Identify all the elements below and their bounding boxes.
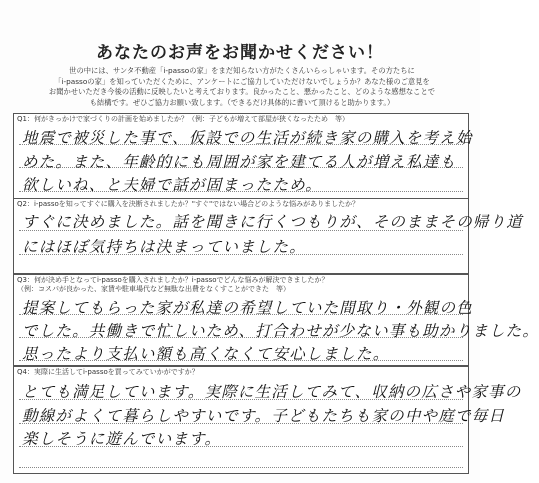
answer-line: 楽しそうに遊んでいます。 xyxy=(22,430,222,448)
intro-line: も結構です。ぜひご協力お願い致します。（できるだけ具体的に書いて頂けると助かります。） xyxy=(89,97,395,107)
question-text: Q4：実際に生活してi-passoを買ってみていかがですか？ xyxy=(17,368,199,376)
question-box-q2 xyxy=(13,198,524,274)
answer-line: 思ったより支払い額も高くなくて安心しました。 xyxy=(22,345,390,363)
intro-line: お聞かせいただき今後の活動に反映したいと考えております。良かったこと、悪かったこと、どのような感想なことで xyxy=(48,87,436,96)
question-box-q4 xyxy=(13,366,522,474)
answer-line: とても満足しています。実際に生活してみて、収納の広さや家事の xyxy=(22,383,522,401)
question-box-q1 xyxy=(13,113,473,199)
question-text: Q3：何が決め手となってi-passoを購入されましたか？i-passoでどんな悩みが解決できましたか？ xyxy=(17,276,329,284)
intro-line: 「i-passoの家」を知っていただくために、アンケートにご協力していただけないでしょうか？あなた様のご意見を xyxy=(54,76,430,86)
question-box-q3 xyxy=(13,274,539,366)
answer-line: にはほぼ気持ちは決まっていました。 xyxy=(22,238,306,256)
answer-line: 提案してもらった家が私達の希望していた間取り・外観の色 xyxy=(22,299,473,317)
answer-line: 地震で被災した事で、仮設での生活が続き家の購入を考え始 xyxy=(22,129,473,147)
answer-line: 動線がよくて暮らしやすいです。子どもたちも家の中や庭で毎日 xyxy=(22,407,506,425)
intro-text xyxy=(22,66,462,108)
rule-line xyxy=(19,467,463,468)
question-text: Q2：i-passoを知ってすぐに購入を決断されましたか？"すぐ"ではない場合どのような悩みがありましたか？ xyxy=(17,200,360,208)
answer-line: めた。また、年齢的にも周囲が家を建てる人が増え私達も xyxy=(22,153,457,171)
answer-line: すぐに決めました。話を聞きに行くつもりが、そのままその帰り道 xyxy=(22,213,524,231)
intro-line: 世の中には、サンタ不動産「i-passoの家」をまだ知らない方がたくさんいらっしゃいます。その方たちに xyxy=(69,66,415,75)
answer-line: 欲しいね、と夫婦で話が固まったため。 xyxy=(22,176,322,194)
question-text: Q1：何がきっかけで家づくりの計画を始めましたか？（例：子どもが増えて部屋が狭くなったため 等） xyxy=(17,115,349,123)
question-text: （例：コスパが良かった、家賃や駐車場代など無駄な出費をなくすことができた 等） xyxy=(17,285,290,293)
page-title: あなたのお声をお聞かせください！ xyxy=(96,43,384,63)
answer-line: でした。共働きで忙しいため、打合わせが少ない事も助かりました。 xyxy=(22,322,539,340)
